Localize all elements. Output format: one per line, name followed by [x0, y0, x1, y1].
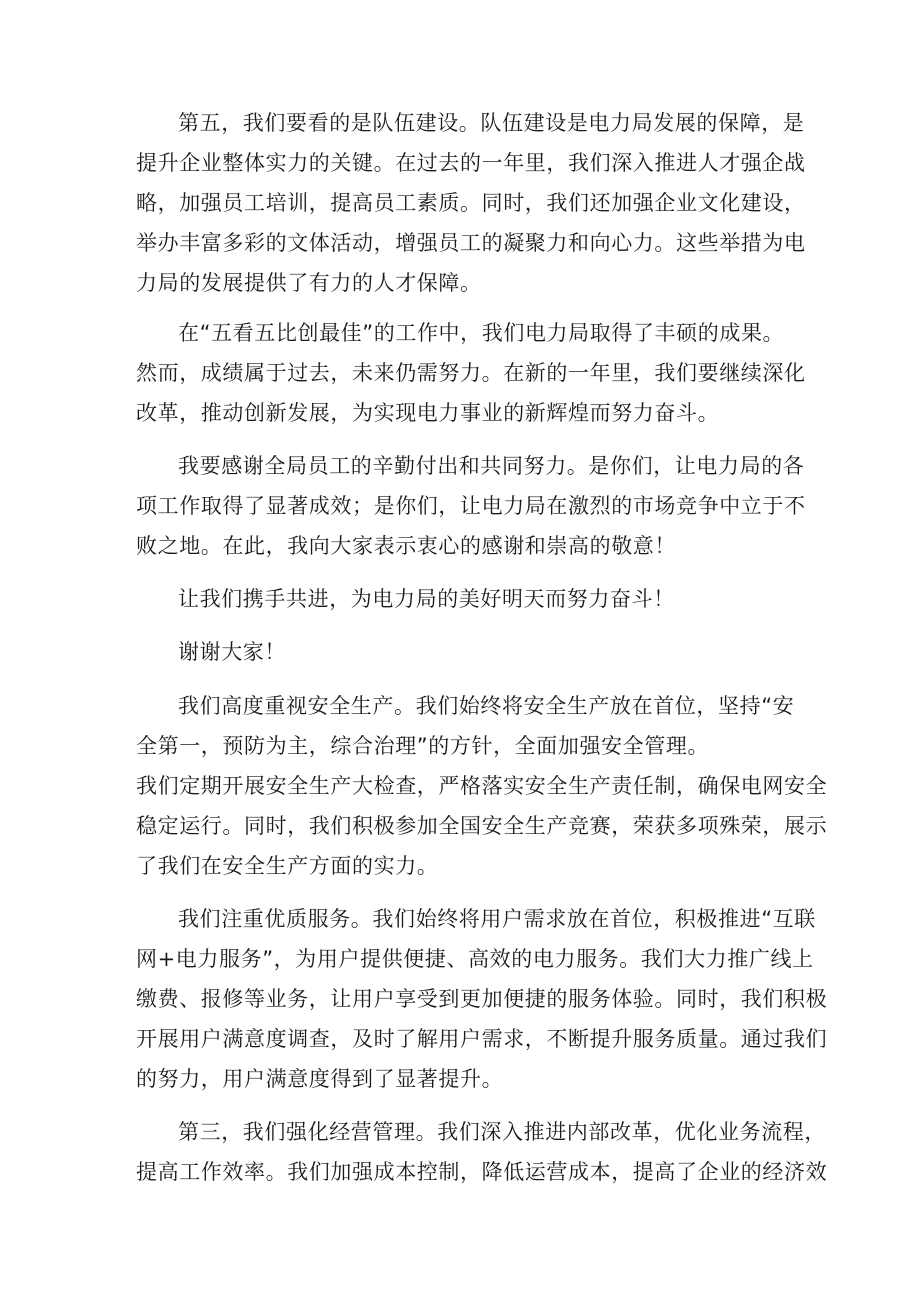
paragraph-line: 网+电力服务”，为用户提供便捷、高效的电力服务。我们大力推广线上	[136, 947, 814, 971]
paragraph-line: 的努力，用户满意度得到了显著提升。	[136, 1067, 504, 1091]
paragraph-line: 我们定期开展安全生产大检查，严格落实安全生产责任制，确保电网安全	[136, 774, 828, 798]
paragraph-line: 举办丰富多彩的文体活动，增强员工的凝聚力和向心力。这些举措为电	[136, 231, 806, 255]
paragraph-line: 略，加强员工培训，提高员工素质。同时，我们还加强企业文化建设，	[136, 191, 806, 215]
paragraph-line: 然而，成绩属于过去，未来仍需努力。在新的一年里，我们要继续深化	[136, 361, 806, 385]
paragraph-line: 我们高度重视安全生产。我们始终将安全生产放在首位，坚持“安	[178, 694, 795, 718]
paragraph-line: 提升企业整体实力的关键。在过去的一年里，我们深入推进人才强企战	[136, 151, 806, 175]
paragraph-line: 提高工作效率。我们加强成本控制，降低运营成本，提高了企业的经济效	[136, 1160, 828, 1184]
paragraph-line: 力局的发展提供了有力的人才保障。	[136, 271, 482, 295]
paragraph-line: 让我们携手共进，为电力局的美好明天而努力奋斗！	[178, 587, 675, 611]
paragraph-line: 稳定运行。同时，我们积极参加全国安全生产竞赛，荣获多项殊荣，展示	[136, 814, 828, 838]
paragraph-line: 缴费、报修等业务，让用户享受到更加便捷的服务体验。同时，我们积极	[136, 987, 828, 1011]
paragraph-line: 项工作取得了显著成效；是你们，让电力局在激烈的市场竞争中立于不	[136, 494, 806, 518]
paragraph-line: 改革，推动创新发展，为实现电力事业的新辉煌而努力奋斗。	[136, 401, 720, 425]
paragraph-line: 谢谢大家！	[178, 640, 286, 664]
paragraph-line: 我们注重优质服务。我们始终将用户需求放在首位，积极推进“互联	[178, 907, 816, 931]
paragraph-line: 我要感谢全局员工的辛勤付出和共同努力。是你们，让电力局的各	[178, 454, 805, 478]
paragraph-line: 在“五看五比创最佳”的工作中，我们电力局取得了丰硕的成果。	[178, 321, 785, 345]
paragraph-line: 了我们在安全生产方面的实力。	[136, 854, 439, 878]
paragraph-line: 开展用户满意度调查，及时了解用户需求，不断提升服务质量。通过我们	[136, 1027, 828, 1051]
paragraph-line: 全第一，预防为主，综合治理”的方针，全面加强安全管理。	[136, 734, 710, 758]
paragraph-line: 第三，我们强化经营管理。我们深入推进内部改革，优化业务流程，	[178, 1120, 826, 1144]
paragraph-line: 第五，我们要看的是队伍建设。队伍建设是电力局发展的保障，是	[178, 111, 805, 135]
paragraph-line: 败之地。在此，我向大家表示衷心的感谢和崇高的敬意！	[136, 534, 676, 558]
